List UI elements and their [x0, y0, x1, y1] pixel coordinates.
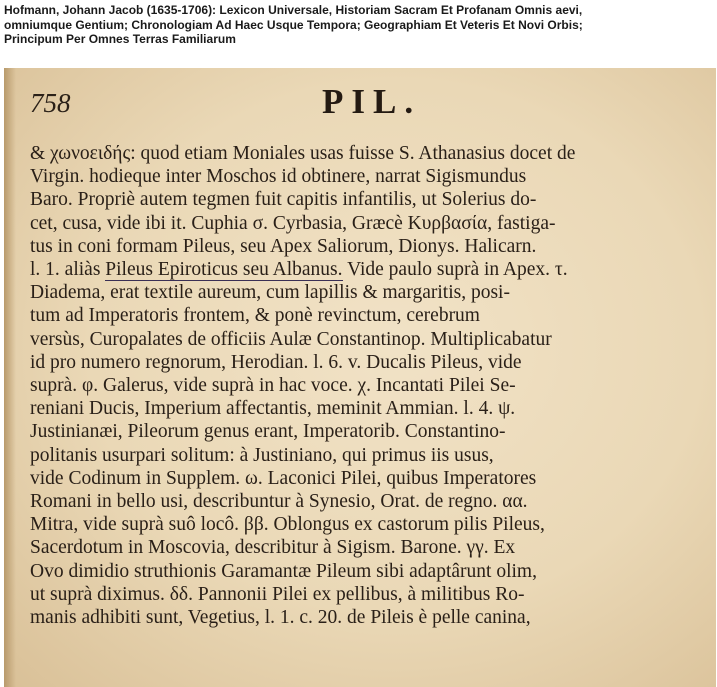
text-line: Romani in bello usi, describuntur à Synesio, Orat. de regno. αα.	[30, 491, 528, 513]
caption-line: Hofmann, Johann Jacob (1635-1706): Lexicon Universale, Historiam Sacram Et Profanam Omnis aevi,	[4, 3, 583, 17]
caption-line: Principum Per Omnes Terras Familiarum	[4, 32, 236, 47]
text-line: reniani Ducis, Imperium affectantis, meminit Ammian. l. 4. ψ.	[30, 398, 516, 420]
text-line: Ovo dimidio struthionis Garamantæ Pileum sibi adaptârunt olim,	[30, 560, 537, 582]
text-segment: Vide paulo suprà in Apex. τ.	[347, 259, 568, 281]
text-line: tum ad Imperatoris frontem, & ponè revinctum, cerebrum	[30, 305, 480, 327]
text-segment: l. 1. aliàs	[30, 259, 101, 281]
page-number: 758	[30, 88, 71, 118]
text-line: Virgin. hodieque inter Moschos id obtinere, narrat Sigismundus	[30, 166, 527, 188]
running-head: PIL.	[322, 82, 422, 121]
record-caption	[4, 3, 714, 47]
text-line: id pro numero regnorum, Herodian. l. 6. v. Ducalis Pileus, vide	[30, 351, 522, 373]
text-line: manis adhibiti sunt, Vegetius, l. 1. c. 20. de Pileis è pelle canina,	[30, 607, 531, 629]
text-line: suprà. φ. Galerus, vide suprà in hac voce. χ. Incantati Pilei Se-	[30, 375, 516, 397]
page-text	[30, 142, 706, 629]
text-line: vide Codinum in Supplem. ω. Laconici Pilei, quibus Imperatores	[30, 467, 537, 489]
scanned-page	[4, 68, 716, 687]
text-line: versùs, Curopalates de officiis Aulæ Constantinop. Multiplicabatur	[30, 328, 552, 350]
text-line: politanis usurpari solitum: à Justiniano, qui primus iis usus,	[30, 444, 494, 466]
text-line: & χωνοειδής: quod etiam Moniales usas fuisse S. Athanasius docet de	[30, 143, 576, 164]
text-line: Sacerdotum in Moscovia, describitur à Sigism. Barone. γγ. Ex	[30, 537, 516, 559]
text-line: ut suprà diximus. δδ. Pannonii Pilei ex pellibus, à militibus Ro-	[30, 583, 525, 605]
caption-line: omniumque Gentium; Chronologiam Ad Haec Usque Tempora; Geographiam Et Veteris Et Novi Orbis;	[4, 17, 583, 32]
text-line: Mitra, vide suprà suô locô. ββ. Oblongus ex castorum pilis Pileus,	[30, 514, 545, 536]
text-line: Justinianæi, Pileorum genus erant, Imperatorib. Constantino-	[30, 421, 506, 443]
text-line: Diadema, erat textile aureum, cum lapillis & margaritis, posi-	[30, 282, 510, 304]
text-line: cet, cusa, vide ibi it. Cuphia σ. Cyrbasia, Græcè Κυρβασία, fastiga-	[30, 212, 556, 234]
text-line	[30, 258, 706, 281]
text-line: Baro. Propriè autem tegmen fuit capitis infantilis, ut Solerius do-	[30, 189, 537, 211]
highlighted-phrase: Pileus Epiroticus seu Albanus.	[105, 259, 343, 281]
text-line: tus in coni formam Pileus, seu Apex Saliorum, Dionys. Halicarn.	[30, 235, 537, 257]
